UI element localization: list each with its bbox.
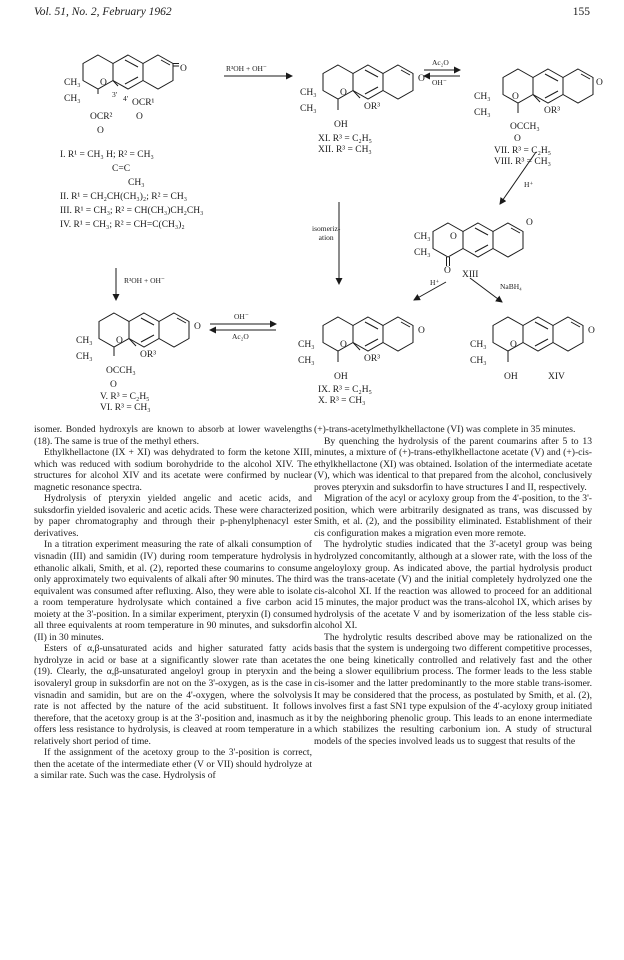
structure-xiii [433,223,523,266]
xiii-ketone-o: O [444,266,451,276]
tr-ch3-a: CH₃ [474,92,491,102]
tm-ring-o: O [340,88,347,98]
eq-top-back: OH⁻ [432,78,447,87]
bm-ch3-a: CH₃ [298,340,315,350]
def-viii: VIII. R³ = CH₃ [494,157,551,167]
paragraph: isomer. Bonded hydroxyls are known to absorb at lower wavelengths (18). The same is true of the methyl ethers. [34,424,312,447]
xiii-ch3-b: CH₃ [414,248,431,258]
paragraph: The hydrolytic studies indicated that the 3'-acetyl group was being hydrolyzed concomitantly, although at a slower rate, with the loss of the angeloyloxy group. As indicated above, the partial hydrolysis product was the trans-acetate (V) and the initial completely hydrolyzed one the cis-alcohol XI. If the reaction was allowed to proceed for an additional 15 minutes, the major product was the trans-alcohol IX, which arises by hydrolysis of the acetate V and by isomerization of the less stable cis-alcohol XI. [314,539,592,632]
paragraph: Esters of α,β-unsaturated acids and higher saturated fatty acids hydrolyze in acid or base at a significantly slower rate than acetates (19). Clearly, the α,β-unsaturated angeloyl group in pteryxin and the isovaleryl group in suksdorfin are not on the 3'-oxygen, as is the case in visnadin and samidin, but are on the 4'-oxygen, where the solvolysis rate is not affected by the nature of the acid substituent. It follows therefore, that the acetoxy group is at the 3'-position and, inasmuch as it offers less resistance to hydrolysis, is cleaved at room temperature in a relatively short period of time. [34,643,312,747]
page-header [34,6,590,22]
bm-or3: OR³ [364,354,381,364]
tr-or3: OR³ [544,106,561,116]
br-ch3-b: CH₃ [470,356,487,366]
tr-carbonyl-o: O [596,78,603,88]
right-column [314,424,592,747]
tl-ch3-b: CH₃ [64,94,81,104]
def-v: V. R³ = C₂H₅ [100,392,150,402]
tl-ocr2-o: O [97,126,104,136]
tm-ch3-b: CH₃ [300,104,317,114]
tr-occh3: OCCH₃ [510,122,540,132]
h-plus-right: H⁺ [524,180,534,189]
bm-ring-o: O [340,340,347,350]
tr-ring-o: O [512,92,519,102]
tr-ch3-b: CH₃ [474,108,491,118]
br-carbonyl-o: O [588,326,595,336]
structure-i-iv [83,55,179,94]
bm-oh: OH [334,372,348,382]
def-xi: XI. R³ = C₂H₅ [318,134,372,144]
xiii-ch3-a: CH₃ [414,232,431,242]
tl-ocr1: OCR¹ [132,98,155,108]
tl-carbonyl-o: O [180,64,187,74]
xiii-carbonyl-o: O [526,218,533,228]
paragraph: Ethylkhellactone (IX + XI) was dehydrated to form the ketone XIII, which was reduced with sodium borohydride to the alcohol XIV. The structures for alcohol XIV and its acetate were confirmed by nuclear magnetic resonance spectra. [34,447,312,493]
bl-o-dbl: O [110,380,117,390]
br-ch3-a: CH₃ [470,340,487,350]
tl-ch3-a: CH₃ [64,78,81,88]
bl-ch3-a: CH₃ [76,336,93,346]
paragraph: In a titration experiment measuring the rate of alkali consumption of visnadin (III) and samidin (IV) during room temperature hydrolysis in ethanolic alkali, Smith, et al. (2), reported these coumarins to consume only approximately two equivalents of alkali after 90 minutes. The third equivalent was consumed after refluxing. Also, they were able to isolate a room temperature hydrolysate which contained a five carbon acid moiety at the 3'-position. In a similar experiment, pteryxin (I) consumed all three equivalents at room temperature in 90 minutes, and suksdorfin (II) in 30 minutes. [34,539,312,643]
xiv-label: XIV [548,372,565,382]
tl-pos-4: 4' [123,94,129,103]
xiii-ring-o: O [450,232,457,242]
paragraph: (+)-trans-acetylmethylkhellactone (VI) was complete in 35 minutes. [314,424,576,435]
def-iv: IV. R¹ = CH₃; R² = CH=C(CH₃)₂ [60,220,185,230]
eq-bottom-back: Ac₂O [232,332,249,341]
eq-bottom-forward: OH⁻ [234,312,249,321]
def-xii: XII. R³ = CH₃ [318,145,372,155]
c-eq-c: C=C [112,164,131,174]
def-ii: II. R¹ = CH₂CH(CH₃)₂; R² = CH₃ [60,192,188,202]
def-i: I. R¹ = CH₃ H; R² = CH₃ [60,150,154,160]
paragraph: By quenching the hydrolysis of the parent coumarins after 5 to 13 minutes, a mixture of (+)-trans-ethylkhellactone acetate (V) and (+)-cis-ethylkhellactone (XI) was obtained. Isolation of the intermediate acetate (V), which was identical to that prepared from the alcohol, conclusively proves pteryxin and suksdorfin to have structures I and II, respectively. [314,435,592,493]
br-oh: OH [504,372,518,382]
tm-or3: OR³ [364,102,381,112]
reaction-scheme [0,24,624,416]
tm-carbonyl-o: O [418,74,425,84]
tl-ocr1-o: O [136,112,143,122]
tl-ring-o: O [100,78,107,88]
tr-o-dbl: O [514,134,521,144]
br-ring-o: O [510,340,517,350]
def-ix: IX. R³ = C₂H₅ [318,385,372,395]
bl-carbonyl-o: O [194,322,201,332]
paragraph: The hydrolytic results described above may be rationalized on the basis that the system is undergoing two different competitive processes, the one being kinetically controlled and relatively fast and the other being a slower equilibrium process. The former leads to the less stable cis-isomer and the latter predominantly to the more stable trans-isomer. It may be considered that the process, as postulated by Smith, et al. (2), involves first a fast SN1 type expulsion of the 4'-acyloxy group initiated by the neighboring phenolic group. This leads to an enone intermediate which stabilizes the resulting carbonium ion. A study of structural models of the species involved leads us to suggest that results of the [314,631,592,747]
eq-top-forward: Ac₂O [432,58,449,67]
bl-ch3-b: CH₃ [76,352,93,362]
bl-or3: OR³ [140,350,157,360]
def-vi: VI. R³ = CH₃ [100,403,151,413]
def-vii: VII. R³ = C₂H₅ [494,146,552,156]
arrow-xiii-to-xiv [470,278,502,302]
paragraph: If the assignment of the acetoxy group to the 3'-position is correct, then the acetate of the intermediate ether (V or VII) should hydrolyze at a similar rate. Such was the case. Hydrolysis of [34,747,312,782]
h-plus-mid: H⁺ [430,278,440,287]
paragraph: Migration of the acyl or acyloxy group from the 4'-position, to the 3'-position, which were arbitrarily designated as trans, was discussed by Smith, et al. (2), and the possibility eliminated. Establishment of their cis configuration makes a migration even more remote. [314,493,592,539]
bl-occh3: OCCH₃ [106,366,136,376]
bm-carbonyl-o: O [418,326,425,336]
isomerization-label: isomeriz- ation [312,224,341,242]
arrow-label-r3oh-top: R³OH + OH⁻ [226,64,267,73]
tl-pos-3: 3' [112,90,118,99]
left-column [34,424,312,782]
paragraph: Hydrolysis of pteryxin yielded angelic and acetic acids, and suksdorfin yielded isovaleric and acetic acids. These were characterized by paper chromatography and through their p-phenylphenacyl ester derivatives. [34,493,312,539]
def-x: X. R³ = CH₃ [318,396,366,406]
tl-ocr2: OCR² [90,112,113,122]
page-number: 155 [572,6,590,18]
journal-citation: Vol. 51, No. 2, February 1962 [34,6,172,18]
ch3-sub: CH₃ [128,178,145,188]
tm-ch3-a: CH₃ [300,88,317,98]
arrow-label-r3oh-left: R³OH + OH⁻ [124,276,165,285]
tm-oh: OH [334,120,348,130]
nabh4-label: NaBH₄ [500,282,522,291]
structure-xiv [493,317,583,362]
xiii-label: XIII [462,270,479,280]
bl-ring-o: O [116,336,123,346]
def-iii: III. R¹ = CH₃; R² = CH(CH₃)CH₂CH₃ [60,206,204,216]
bm-ch3-b: CH₃ [298,356,315,366]
